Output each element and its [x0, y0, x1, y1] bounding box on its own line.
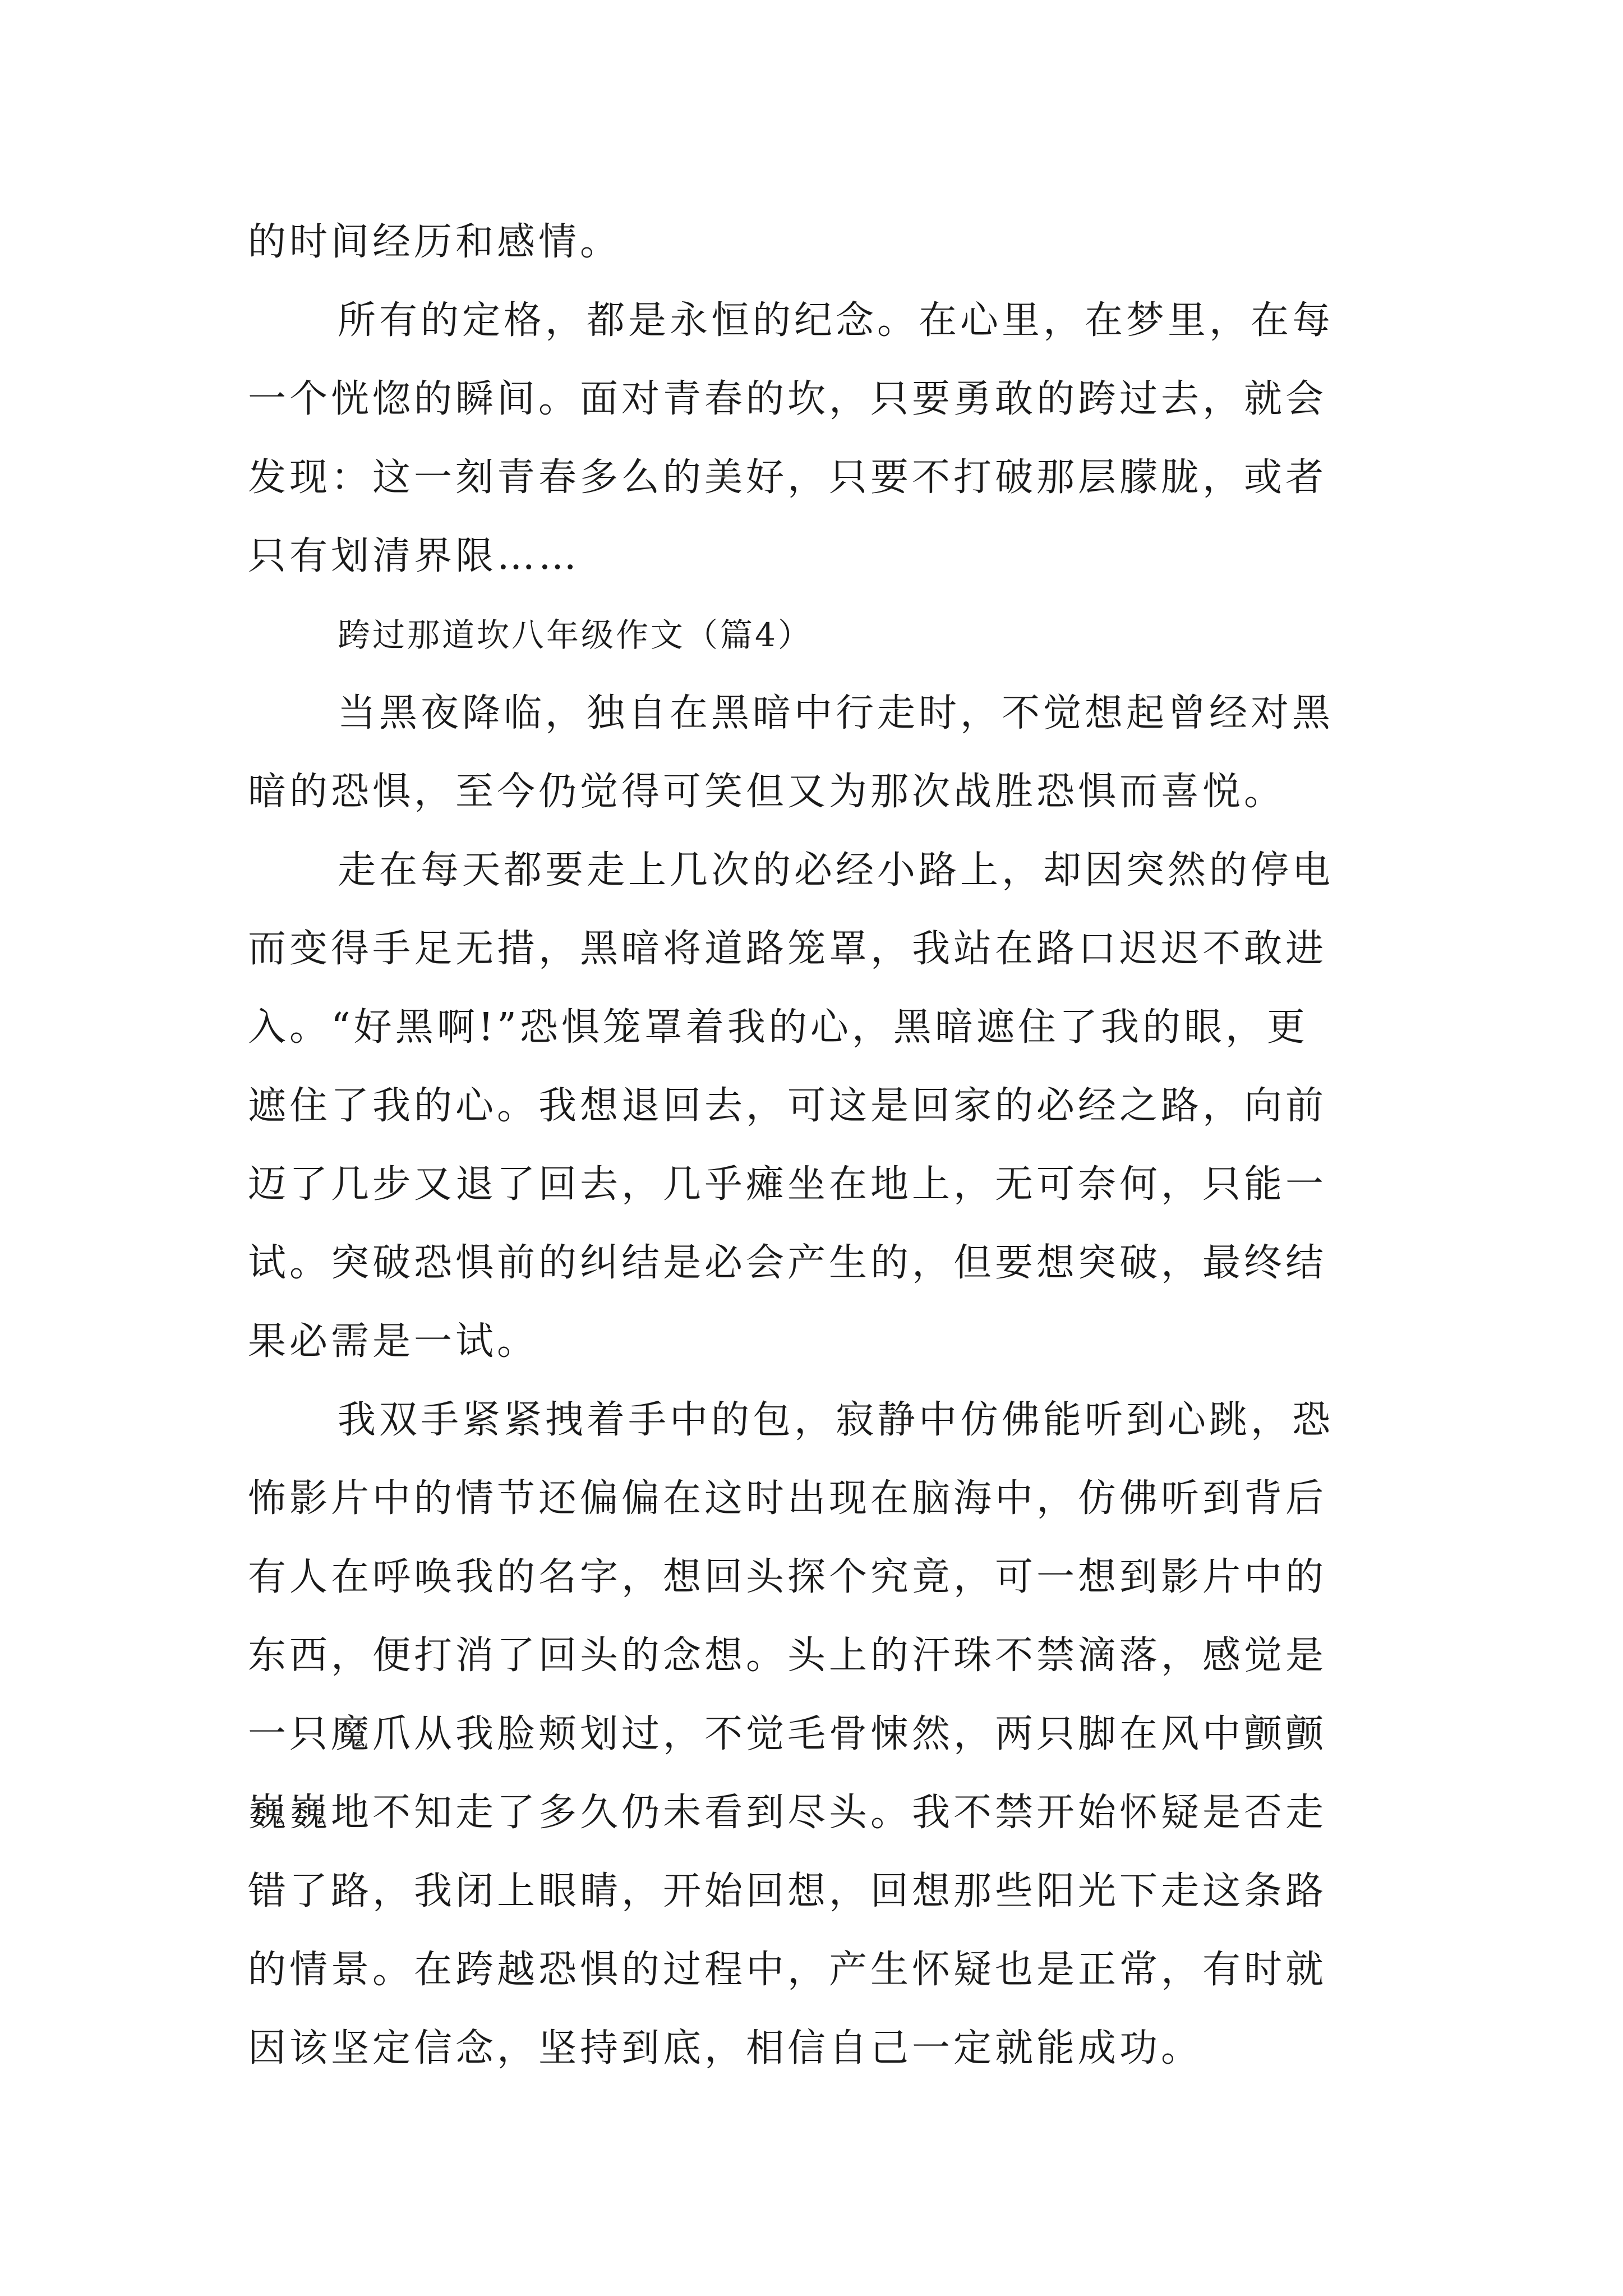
paragraph-start: 所有的定格，都是永恒的纪念。在心里，在梦里，在每 — [338, 298, 1334, 343]
text-line: 巍巍地不知走了多久仍未看到尽头。我不禁开始怀疑是否走 — [248, 1791, 1327, 1835]
paragraph-start: 走在每天都要走上几次的必经小路上，却因突然的停电 — [338, 848, 1334, 892]
text-line: 入。“好黑啊!”恐惧笼罩着我的心，黑暗遮住了我的眼，更 — [248, 1005, 1308, 1050]
text-line: 错了路，我闭上眼睛，开始回想，回想那些阳光下走这条路 — [248, 1869, 1327, 1913]
paragraph-start: 当黑夜降临，独自在黑暗中行走时，不觉想起曾经对黑 — [338, 691, 1334, 735]
text-line: 试。突破恐惧前的纠结是必会产生的，但要想突破，最终结 — [248, 1241, 1327, 1285]
paragraph-start: 我双手紧紧拽着手中的包，寂静中仿佛能听到心跳，恐 — [338, 1398, 1334, 1442]
text-line: 果必需是一试。 — [248, 1319, 539, 1364]
text-line: 发现：这一刻青春多么的美好，只要不打破那层朦胧，或者 — [248, 455, 1327, 500]
text-line: 一只魔爪从我脸颊划过，不觉毛骨悚然，两只脚在风中颤颤 — [248, 1712, 1327, 1756]
text-line: 怖影片中的情节还偏偏在这时出现在脑海中，仿佛听到背后 — [248, 1476, 1327, 1521]
text-line: 而变得手足无措，黑暗将道路笼罩，我站在路口迟迟不敢进 — [248, 927, 1327, 971]
text-line: 的时间经历和感情。 — [248, 220, 622, 264]
text-line: 有人在呼唤我的名字，想回头探个究竟，可一想到影片中的 — [248, 1555, 1327, 1599]
text-line: 暗的恐惧，至今仍觉得可笑但又为那次战胜恐惧而喜悦。 — [248, 770, 1286, 814]
text-line: 只有划清界限…… — [248, 534, 580, 578]
text-line: 遮住了我的心。我想退回去，可这是回家的必经之路，向前 — [248, 1084, 1327, 1128]
text-line: 迈了几步又退了回去，几乎瘫坐在地上，无可奈何，只能一 — [248, 1162, 1327, 1207]
section-heading: 跨过那道坎八年级作文（篇4） — [338, 616, 813, 654]
text-line: 一个恍惚的瞬间。面对青春的坎，只要勇敢的跨过去，就会 — [248, 377, 1327, 421]
text-line: 因该坚定信念，坚持到底，相信自己一定就能成功。 — [248, 2026, 1203, 2070]
text-line: 东西，便打消了回头的念想。头上的汗珠不禁滴落，感觉是 — [248, 1634, 1327, 1678]
text-line: 的情景。在跨越恐惧的过程中，产生怀疑也是正常，有时就 — [248, 1948, 1327, 1992]
